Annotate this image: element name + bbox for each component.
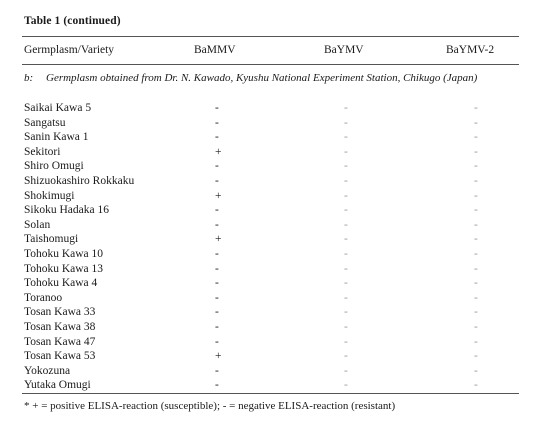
baymv2-cell: - xyxy=(474,364,478,377)
variety-cell: Shizuokashiro Rokkaku xyxy=(24,174,135,187)
header-germplasm: Germplasm/Variety xyxy=(24,44,115,56)
variety-cell: Tohoku Kawa 13 xyxy=(24,262,104,275)
baymv2-cell: - xyxy=(474,379,478,392)
variety-cell: Saikai Kawa 5 xyxy=(24,102,92,114)
bammv-cell: + xyxy=(215,233,222,246)
baymv2-cell: - xyxy=(474,189,478,202)
table-row xyxy=(0,262,534,277)
bottom-rule xyxy=(22,393,519,394)
baymv2-cell: - xyxy=(474,102,478,114)
baymv-cell: - xyxy=(344,335,348,348)
baymv2-cell: - xyxy=(474,335,478,348)
variety-cell: Sikoku Hadaka 16 xyxy=(24,204,109,217)
table-title: Table 1 (continued) xyxy=(24,15,121,27)
bammv-cell: - xyxy=(215,291,219,304)
baymv2-cell: - xyxy=(474,247,478,260)
baymv-cell: - xyxy=(344,277,348,290)
baymv-cell: - xyxy=(344,204,348,217)
baymv-cell: - xyxy=(344,350,348,363)
baymv-cell: - xyxy=(344,262,348,275)
baymv-cell: - xyxy=(344,145,348,158)
variety-cell: Sanin Kawa 1 xyxy=(24,131,89,144)
section-note xyxy=(24,72,519,86)
table-row xyxy=(0,218,534,233)
baymv-cell: - xyxy=(344,291,348,304)
variety-cell: Tosan Kawa 53 xyxy=(24,350,96,363)
table-row xyxy=(0,130,534,145)
baymv2-cell: - xyxy=(474,320,478,333)
variety-cell: Yutaka Omugi xyxy=(24,379,91,392)
baymv-cell: - xyxy=(344,116,348,129)
bammv-cell: - xyxy=(215,379,219,392)
bammv-cell: - xyxy=(215,335,219,348)
baymv2-cell: - xyxy=(474,174,478,187)
variety-cell: Toranoo xyxy=(24,291,63,304)
variety-cell: Sekitori xyxy=(24,145,61,158)
table-row xyxy=(0,364,534,379)
baymv-cell: - xyxy=(344,306,348,319)
top-rule xyxy=(22,36,519,37)
bammv-cell: - xyxy=(215,116,219,129)
bammv-cell: - xyxy=(215,364,219,377)
variety-cell: Tosan Kawa 38 xyxy=(24,320,96,333)
table-row xyxy=(0,276,534,291)
baymv-cell: - xyxy=(344,364,348,377)
table-row xyxy=(0,174,534,189)
baymv-cell: - xyxy=(344,174,348,187)
baymv2-cell: - xyxy=(474,131,478,144)
table-row xyxy=(0,349,534,364)
baymv2-cell: - xyxy=(474,350,478,363)
variety-cell: Sangatsu xyxy=(24,116,66,129)
bammv-cell: + xyxy=(215,189,222,202)
bammv-cell: - xyxy=(215,306,219,319)
baymv2-cell: - xyxy=(474,116,478,129)
table-row xyxy=(0,189,534,204)
baymv2-cell: - xyxy=(474,218,478,231)
table-row xyxy=(0,335,534,350)
bammv-cell: - xyxy=(215,174,219,187)
baymv2-cell: - xyxy=(474,233,478,246)
bammv-cell: - xyxy=(215,102,219,114)
baymv2-cell: - xyxy=(474,277,478,290)
baymv-cell: - xyxy=(344,218,348,231)
table-row xyxy=(0,320,534,335)
baymv-cell: - xyxy=(344,160,348,173)
baymv2-cell: - xyxy=(474,145,478,158)
section-label: b: xyxy=(24,72,34,84)
bammv-cell: + xyxy=(215,145,222,158)
bammv-cell: - xyxy=(215,320,219,333)
table-row xyxy=(0,247,534,262)
header-rule xyxy=(22,64,519,65)
baymv-cell: - xyxy=(344,247,348,260)
variety-cell: Taishomugi xyxy=(24,233,79,246)
table-row xyxy=(0,232,534,247)
table-row xyxy=(0,145,534,160)
baymv2-cell: - xyxy=(474,306,478,319)
table-row xyxy=(0,159,534,174)
baymv-cell: - xyxy=(344,379,348,392)
bammv-cell: - xyxy=(215,160,219,173)
baymv-cell: - xyxy=(344,189,348,202)
variety-cell: Yokozuna xyxy=(24,364,71,377)
bammv-cell: - xyxy=(215,247,219,260)
table-row xyxy=(0,101,534,116)
footnote: * + = positive ELISA-reaction (susceptible); - = negative ELISA-reaction (resistant) xyxy=(24,400,396,412)
baymv2-cell: - xyxy=(474,160,478,173)
variety-cell: Tosan Kawa 47 xyxy=(24,335,96,348)
table-row xyxy=(0,203,534,218)
baymv-cell: - xyxy=(344,102,348,114)
table-body xyxy=(0,101,534,393)
baymv2-cell: - xyxy=(474,262,478,275)
variety-cell: Solan xyxy=(24,218,51,231)
header-baymv: BaYMV xyxy=(324,44,364,56)
table-row xyxy=(0,305,534,320)
baymv-cell: - xyxy=(344,233,348,246)
bammv-cell: - xyxy=(215,131,219,144)
variety-cell: Shiro Omugi xyxy=(24,160,84,173)
variety-cell: Tosan Kawa 33 xyxy=(24,306,96,319)
bammv-cell: - xyxy=(215,204,219,217)
bammv-cell: + xyxy=(215,350,222,363)
table-row xyxy=(0,116,534,131)
header-baymv2: BaYMV-2 xyxy=(446,44,495,56)
baymv-cell: - xyxy=(344,131,348,144)
baymv2-cell: - xyxy=(474,291,478,304)
header-bammv: BaMMV xyxy=(194,44,236,56)
section-text: Germplasm obtained from Dr. N. Kawado, Kyushu National Experiment Station, Chikugo (Japan) xyxy=(46,72,478,84)
variety-cell: Shokimugi xyxy=(24,189,75,202)
table-row xyxy=(0,378,534,393)
bammv-cell: - xyxy=(215,218,219,231)
variety-cell: Tohoku Kawa 4 xyxy=(24,277,98,290)
baymv2-cell: - xyxy=(474,204,478,217)
bammv-cell: - xyxy=(215,277,219,290)
baymv-cell: - xyxy=(344,320,348,333)
bammv-cell: - xyxy=(215,262,219,275)
table-row xyxy=(0,291,534,306)
variety-cell: Tohoku Kawa 10 xyxy=(24,247,104,260)
